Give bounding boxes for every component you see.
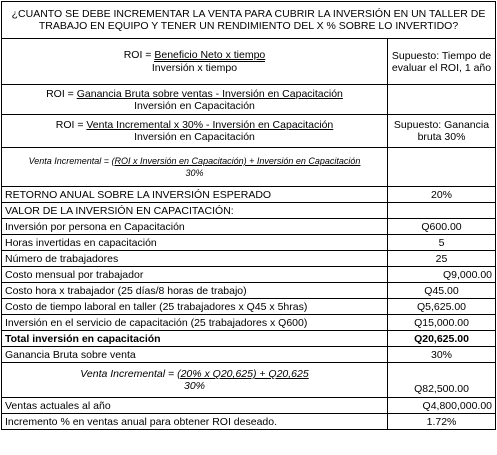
table-row [2, 299, 496, 315]
roi-formula-1-note: Supuesto: Tiempo de evaluar el ROI, 1 año [388, 39, 496, 85]
row-value: Q20,625.00 [388, 331, 496, 347]
roi-formula-2-note [388, 85, 496, 115]
roi-formula-3 [2, 115, 388, 148]
row-label: RETORNO ANUAL SOBRE LA INVERSIÓN ESPERADO [2, 187, 388, 203]
venta-incremental-2-value: Q82,500.00 [388, 363, 496, 398]
title-row [2, 2, 496, 39]
venta-incremental-2-denominator: 30% [183, 380, 205, 392]
row-value: Q5,625.00 [388, 299, 496, 315]
row-label: VALOR DE LA INVERSIÓN EN CAPACITACIÓN: [2, 203, 388, 219]
venta-incremental-2-prefix: Venta Incremental = [80, 368, 178, 380]
table-row [2, 235, 496, 251]
row-value [388, 203, 496, 219]
roi-formula-2 [2, 85, 388, 115]
row-value: 5 [388, 235, 496, 251]
ventas-actuales-value: Q4,800,000.00 [388, 398, 496, 414]
row-label: Ganancia Bruta sobre venta [2, 347, 388, 363]
venta-incremental-1-numerator: (ROI x Inversión en Capacitación) + Inversión en Capacitación [111, 156, 361, 166]
ventas-actuales-label: Ventas actuales al año [2, 398, 388, 414]
venta-incremental-1-prefix: Venta Incremental = [28, 156, 112, 166]
ventas-actuales-row [2, 398, 496, 414]
roi-formula-2-numerator: Ganancia Bruta sobre ventas - Inversión en Capacitación [76, 87, 343, 100]
table-row [2, 203, 496, 219]
table-row [2, 267, 496, 283]
venta-incremental-formula-2 [2, 363, 388, 398]
table-row [2, 187, 496, 203]
row-value: Q9,000.00 [388, 267, 496, 283]
venta-incremental-row-2 [2, 363, 496, 398]
row-value: Q45.00 [388, 283, 496, 299]
row-label: Total inversión en capacitación [2, 331, 388, 347]
roi-formula-row-1 [2, 39, 496, 85]
roi-formula-1-prefix: ROI = [123, 49, 155, 61]
roi-formula-1-denominator: Inversión x tiempo [151, 62, 238, 74]
row-label: Horas invertidas en capacitación [2, 235, 388, 251]
roi-formula-2-prefix: ROI = [46, 87, 77, 100]
row-label: Inversión por persona en Capacitación [2, 219, 388, 235]
row-label: Costo de tiempo laboral en taller (25 trabajadores x Q45 x 5hras) [2, 299, 388, 315]
row-value: 30% [388, 347, 496, 363]
row-value: 20% [388, 187, 496, 203]
row-value: Q15,000.00 [388, 315, 496, 331]
row-label: Costo mensual por trabajador [2, 267, 388, 283]
venta-incremental-2-numerator: (20% x Q20,625) + Q20,625 [177, 368, 309, 380]
roi-formula-3-note: Supuesto: Ganancia bruta 30% [388, 115, 496, 148]
row-value: Q600.00 [388, 219, 496, 235]
roi-formula-3-denominator: Inversión en Capacitación [134, 131, 255, 143]
table-row-total [2, 331, 496, 347]
roi-formula-2-denominator: Inversión en Capacitación [134, 99, 255, 112]
roi-formula-3-prefix: ROI = [55, 119, 87, 131]
row-label: Costo hora x trabajador (25 días/8 horas de trabajo) [2, 283, 388, 299]
incremento-row [2, 414, 496, 430]
venta-incremental-1-denominator: 30% [185, 168, 204, 178]
roi-spreadsheet [1, 1, 496, 430]
incremento-value: 1.72% [388, 414, 496, 430]
table-row [2, 283, 496, 299]
roi-formula-1 [2, 39, 388, 85]
roi-formula-row-2 [2, 85, 496, 115]
row-label: Inversión en el servicio de capacitación (25 trabajadores x Q600) [2, 315, 388, 331]
table-row [2, 315, 496, 331]
table-row [2, 251, 496, 267]
table-row [2, 347, 496, 363]
row-label: Número de trabajadores [2, 251, 388, 267]
roi-formula-3-numerator: Venta Incremental x 30% - Inversión en Capacitación [86, 119, 334, 131]
venta-incremental-1-value [388, 148, 496, 187]
venta-incremental-formula-1 [2, 148, 388, 187]
incremento-label: Incremento % en ventas anual para obtener ROI deseado. [2, 414, 388, 430]
table-row [2, 219, 496, 235]
sheet-title: ¿CUANTO SE DEBE INCREMENTAR LA VENTA PARA CUBRIR LA INVERSIÓN EN UN TALLER DE TRABAJO EN EQUIPO Y TENER UN RENDIMIENTO DEL X % SOBRE LO INVERTIDO? [2, 2, 496, 39]
venta-incremental-row-1 [2, 148, 496, 187]
roi-formula-1-numerator: Beneficio Neto x tiempo [154, 49, 266, 61]
roi-formula-row-3 [2, 115, 496, 148]
row-value: 25 [388, 251, 496, 267]
